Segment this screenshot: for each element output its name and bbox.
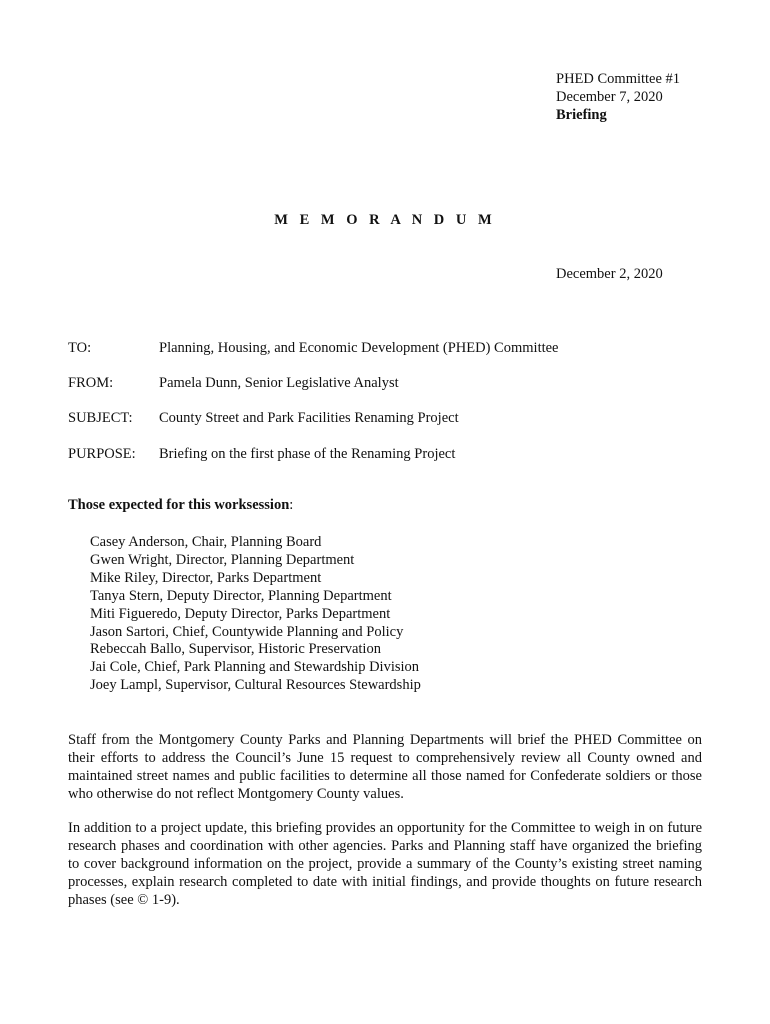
attendees-list (90, 534, 421, 695)
list-item: Casey Anderson, Chair, Planning Board (90, 534, 322, 550)
list-item: Jason Sartori, Chief, Countywide Planning and Policy (90, 623, 404, 640)
meeting-type: Briefing (556, 107, 607, 123)
purpose-value: Briefing on the first phase of the Renaming Project (159, 446, 456, 462)
purpose-row (68, 444, 708, 464)
subject-value: County Street and Park Facilities Renaming Project (159, 410, 459, 426)
from-row (68, 373, 708, 393)
list-item: Gwen Wright, Director, Planning Department (90, 551, 355, 568)
from-value: Pamela Dunn, Senior Legislative Analyst (159, 375, 399, 391)
list-item: Jai Cole, Chief, Park Planning and Stewardship Division (90, 659, 420, 676)
list-item: Rebeccah Ballo, Supervisor, Historic Preservation (90, 641, 381, 658)
body-paragraph-2: In addition to a project update, this briefing provides an opportunity for the Committee to weigh in on future research phases and coordination with other agencies. Parks and Planning staff have organized the briefing to cover background information on the project, provide a summary of the County’s existing street naming processes, explain research completed to date with initial findings, and provide thoughts on future research phases (see © 1-9). (68, 820, 702, 908)
body-paragraph-1: Staff from the Montgomery County Parks and Planning Departments will brief the PHED Committee on their efforts to address the Council’s June 15 request to comprehensively review all County owned and maintained street names and public facilities to determine all those named for Confederate soldiers or those who otherwise do not reflect Montgomery County values. (68, 732, 702, 802)
from-label: FROM: (68, 375, 114, 391)
list-item: Joey Lampl, Supervisor, Cultural Resources Stewardship (90, 677, 421, 694)
memo-title: M E M O R A N D U M (274, 212, 496, 228)
committee-label: PHED Committee #1 (556, 71, 681, 87)
memo-date: December 2, 2020 (556, 266, 663, 282)
list-item: Miti Figueredo, Deputy Director, Parks Department (90, 605, 391, 622)
to-label: TO: (68, 340, 92, 356)
subject-row (68, 408, 708, 428)
list-item: Mike Riley, Director, Parks Department (90, 569, 322, 586)
list-item: Tanya Stern, Deputy Director, Planning Department (90, 587, 392, 604)
attendees-heading-colon: : (289, 497, 294, 513)
purpose-label: PURPOSE: (68, 446, 136, 462)
meeting-date: December 7, 2020 (556, 89, 663, 105)
to-row (68, 338, 708, 358)
attendees-heading-text: Those expected for this worksession (68, 497, 290, 513)
to-value: Planning, Housing, and Economic Development (PHED) Committee (159, 340, 559, 356)
subject-label: SUBJECT: (68, 410, 133, 426)
header-block (556, 70, 680, 124)
attendees-heading (68, 497, 293, 514)
